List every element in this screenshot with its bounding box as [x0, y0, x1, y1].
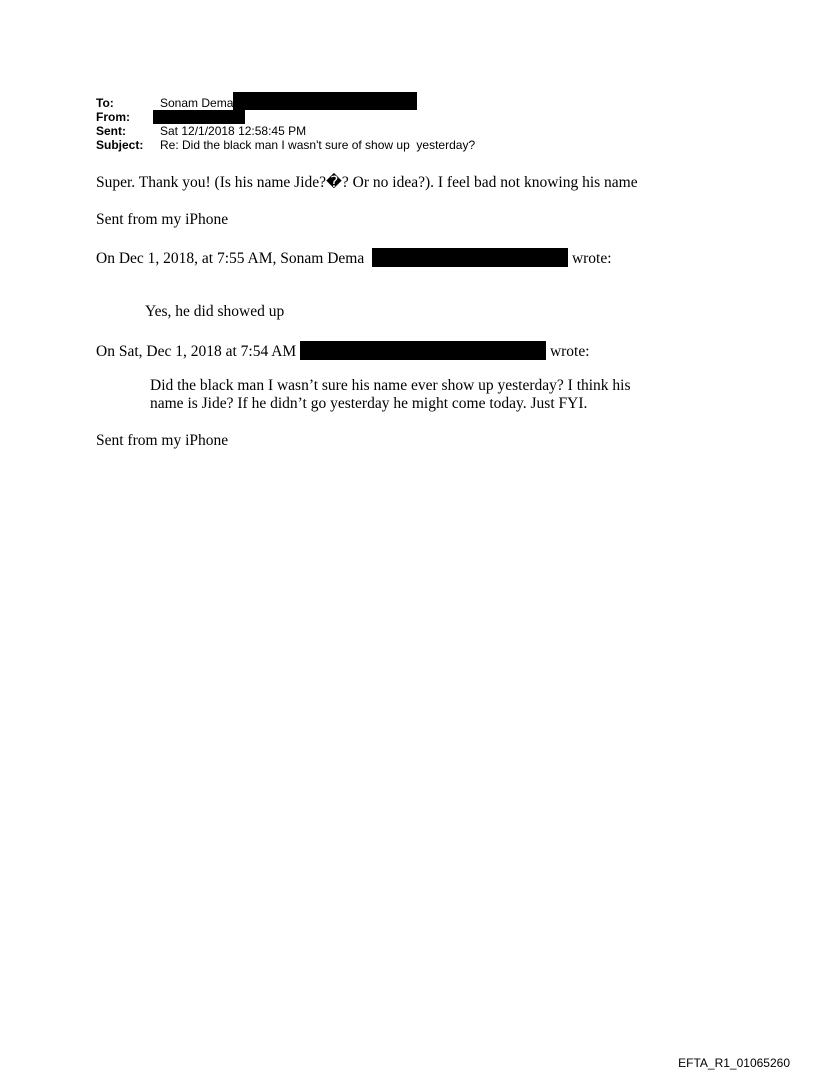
redaction-box	[153, 110, 245, 124]
sent-row	[96, 124, 475, 138]
to-row	[96, 96, 475, 110]
redaction-box	[233, 92, 417, 110]
to-value	[160, 96, 417, 110]
sent-label: Sent:	[96, 124, 126, 138]
subject-label: Subject:	[96, 138, 144, 152]
attribution-line-2	[96, 341, 590, 361]
quoted-message-2	[150, 377, 631, 413]
attribution-1-prefix: On Dec 1, 2018, at 7:55 AM, Sonam Dema	[96, 250, 365, 267]
redaction-box	[300, 341, 546, 360]
attribution-line-1	[96, 248, 612, 268]
sent-value: Sat 12/1/2018 12:58:45 PM	[160, 124, 307, 138]
document-id: EFTA_R1_01065260	[678, 1056, 790, 1070]
from-label: From:	[96, 110, 130, 124]
from-row	[96, 110, 475, 124]
signature-line: Sent from my iPhone	[96, 211, 229, 228]
attribution-1-suffix: wrote:	[571, 250, 612, 267]
subject-value: Re: Did the black man I wasn't sure of show up yesterday?	[160, 138, 476, 152]
to-name: Sonam Dema	[160, 96, 234, 110]
quoted-message-line: Did the black man I wasn’t sure his name ever show up yesterday? I think his	[150, 377, 631, 394]
to-label: To:	[96, 96, 114, 110]
attribution-2-prefix: On Sat, Dec 1, 2018 at 7:54 AM	[96, 343, 297, 360]
quoted-reply-1: Yes, he did showed up	[145, 303, 285, 320]
email-header	[96, 96, 475, 152]
attribution-2-suffix: wrote:	[549, 343, 590, 360]
subject-row	[96, 138, 475, 152]
reply-line: Super. Thank you! (Is his name Jide?�? Or no idea?). I feel bad not knowing his name	[96, 174, 638, 191]
redaction-box	[372, 248, 568, 267]
signature-line: Sent from my iPhone	[96, 432, 229, 449]
quoted-message-line: name is Jide? If he didn’t go yesterday he might come today. Just FYI.	[150, 395, 588, 412]
